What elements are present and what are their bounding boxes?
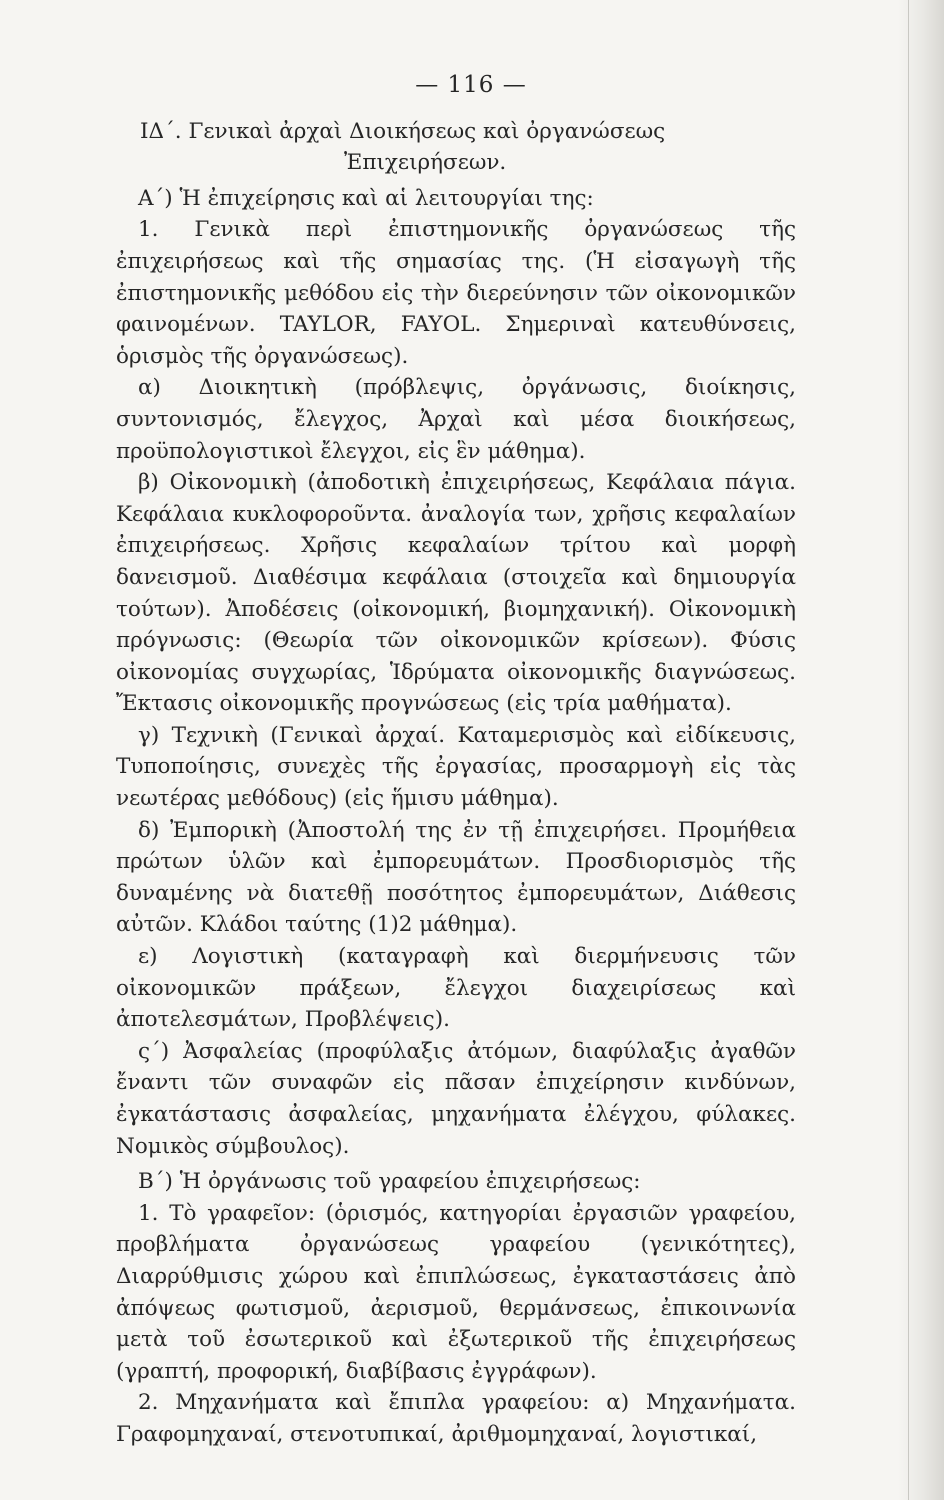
paragraph-a-gamma: γ) Τεχνικὴ (Γενικαὶ ἀρχαί. Καταμερισμὸς καὶ εἰδίκευσις, Τυποποίησις, συνεχὲς τῆς ἐργασίας, προσαρμογὴ εἰς τὰς νεωτέρας μεθόδους) (εἰς ἥμισυ μάθημα). (116, 722, 796, 812)
chapter-title (116, 116, 796, 179)
paragraph-b-1: 1. Τὸ γραφεῖον: (ὁρισμός, κατηγορίαι ἐργασιῶν γραφείου, προβλήματα ὀργανώσεως γραφείου (γενικότητες), Διαρρύθμισις χώρου καὶ ἐπιπλώσεως, ἐγκαταστάσεις ἀπὸ ἀπόψεως φωτισμοῦ, ἀερισμοῦ, θερμάνσεως, ἐπικοινωνία μετὰ τοῦ ἐσωτερικοῦ καὶ ἐξωτερικοῦ τῆς ἐπιχειρήσεως (γραπτή, προφορική, διαβίβασις ἐγγράφων). (116, 1200, 796, 1384)
chapter-title-line-1: ΙΔ΄. Γενικαὶ ἀρχαὶ Διοικήσεως καὶ ὀργανώσεως (140, 118, 666, 144)
paragraph-a-beta: β) Οἰκονομικὴ (ἀποδοτικὴ ἐπιχειρήσεως, Κεφάλαια πάγια. Κεφάλαια κυκλοφοροῦντα. ἀναλογία των, χρῆσις κεφαλαίων ἐπιχειρήσεως. Χρῆσις κεφαλαίων τρίτου καὶ μορφὴ δανεισμοῦ. Διαθέσιμα κεφάλαια (στοιχεῖα καὶ δημιουργία τούτων). Ἀποδέσεις (οἰκονομική, βιομηχανική). Οἰκονομικὴ πρόγνωσις: (Θεωρία τῶν οἰκονομικῶν κρίσεων). Φύσις οἰκονομίας συγχωρίας, Ἱδρύματα οἰκονομικῆς διαγνώσεως. Ἔκτασις οἰκονομικῆς προγνώσεως (εἰς τρία μαθήματα). (116, 470, 796, 717)
section-heading-a: Α΄) Ἡ ἐπιχείρησις καὶ αἱ λειτουργίαι της: (138, 185, 594, 211)
paragraph-a-1: 1. Γενικὰ περὶ ἐπιστημονικῆς ὀργανώσεως τῆς ἐπιχειρήσεως καὶ τῆς σημασίας της. (Ἡ εἰσαγωγὴ τῆς ἐπιστημονικῆς μεθόδου εἰς τὴν διερεύνησιν τῶν οἰκονομικῶν φαινομένων. TAYLOR, FAYOL. Σημεριναὶ κατευθύνσεις, ὁρισμὸς τῆς ὀργανώσεως). (116, 217, 796, 369)
page-content (116, 70, 796, 1451)
paragraph-a-delta: δ) Ἐμπορικὴ (Ἀποστολή της ἐν τῇ ἐπιχειρήσει. Προμήθεια πρώτων ὑλῶν καὶ ἐμπορευμάτων. Προσδιορισμὸς τῆς δυναμένης νὰ διατεθῇ ποσότητος ἐμπορευμάτων, Διάθεσις αὐτῶν. Κλάδοι ταύτης (1)2 μάθημα). (116, 817, 796, 938)
chapter-title-line-2: Ἐπιχειρήσεων. (344, 150, 507, 176)
page-number: — 116 — (415, 72, 527, 98)
paragraph-b-2: 2. Μηχανήματα καὶ ἔπιπλα γραφείου: α) Μηχανήματα. Γραφομηχαναί, στενοτυπικαί, ἀριθμομηχαναί, λογιστικαί, (116, 1390, 796, 1447)
page-edge (898, 0, 944, 1500)
section-heading-b: Β΄) Ἡ ὀργάνωσις τοῦ γραφείου ἐπιχειρήσεως: (138, 1169, 641, 1195)
paragraph-a-stigma: ς΄) Ἀσφαλείας (προφύλαξις ἀτόμων, διαφύλαξις ἀγαθῶν ἔναντι τῶν συναφῶν εἰς πᾶσαν ἐπιχείρησιν κινδύνων, ἐγκατάστασις ἀσφαλείας, μηχανήματα ἐλέγχου, φύλακες. Νομικὸς σύμβουλος). (116, 1038, 796, 1159)
paragraph-a-epsilon: ε) Λογιστικὴ (καταγραφὴ καὶ διερμήνευσις τῶν οἰκονομικῶν πράξεων, ἔλεγχοι διαχειρίσεως καὶ ἀποτελεσμάτων, Προβλέψεις). (116, 944, 796, 1033)
paragraph-a-alpha: α) Διοικητικὴ (πρόβλεψις, ὀργάνωσις, διοίκησις, συντονισμός, ἔλεγχος, Ἀρχαὶ καὶ μέσα διοικήσεως, προϋπολογιστικοὶ ἔλεγχοι, εἰς ἓν μάθημα). (116, 375, 796, 464)
